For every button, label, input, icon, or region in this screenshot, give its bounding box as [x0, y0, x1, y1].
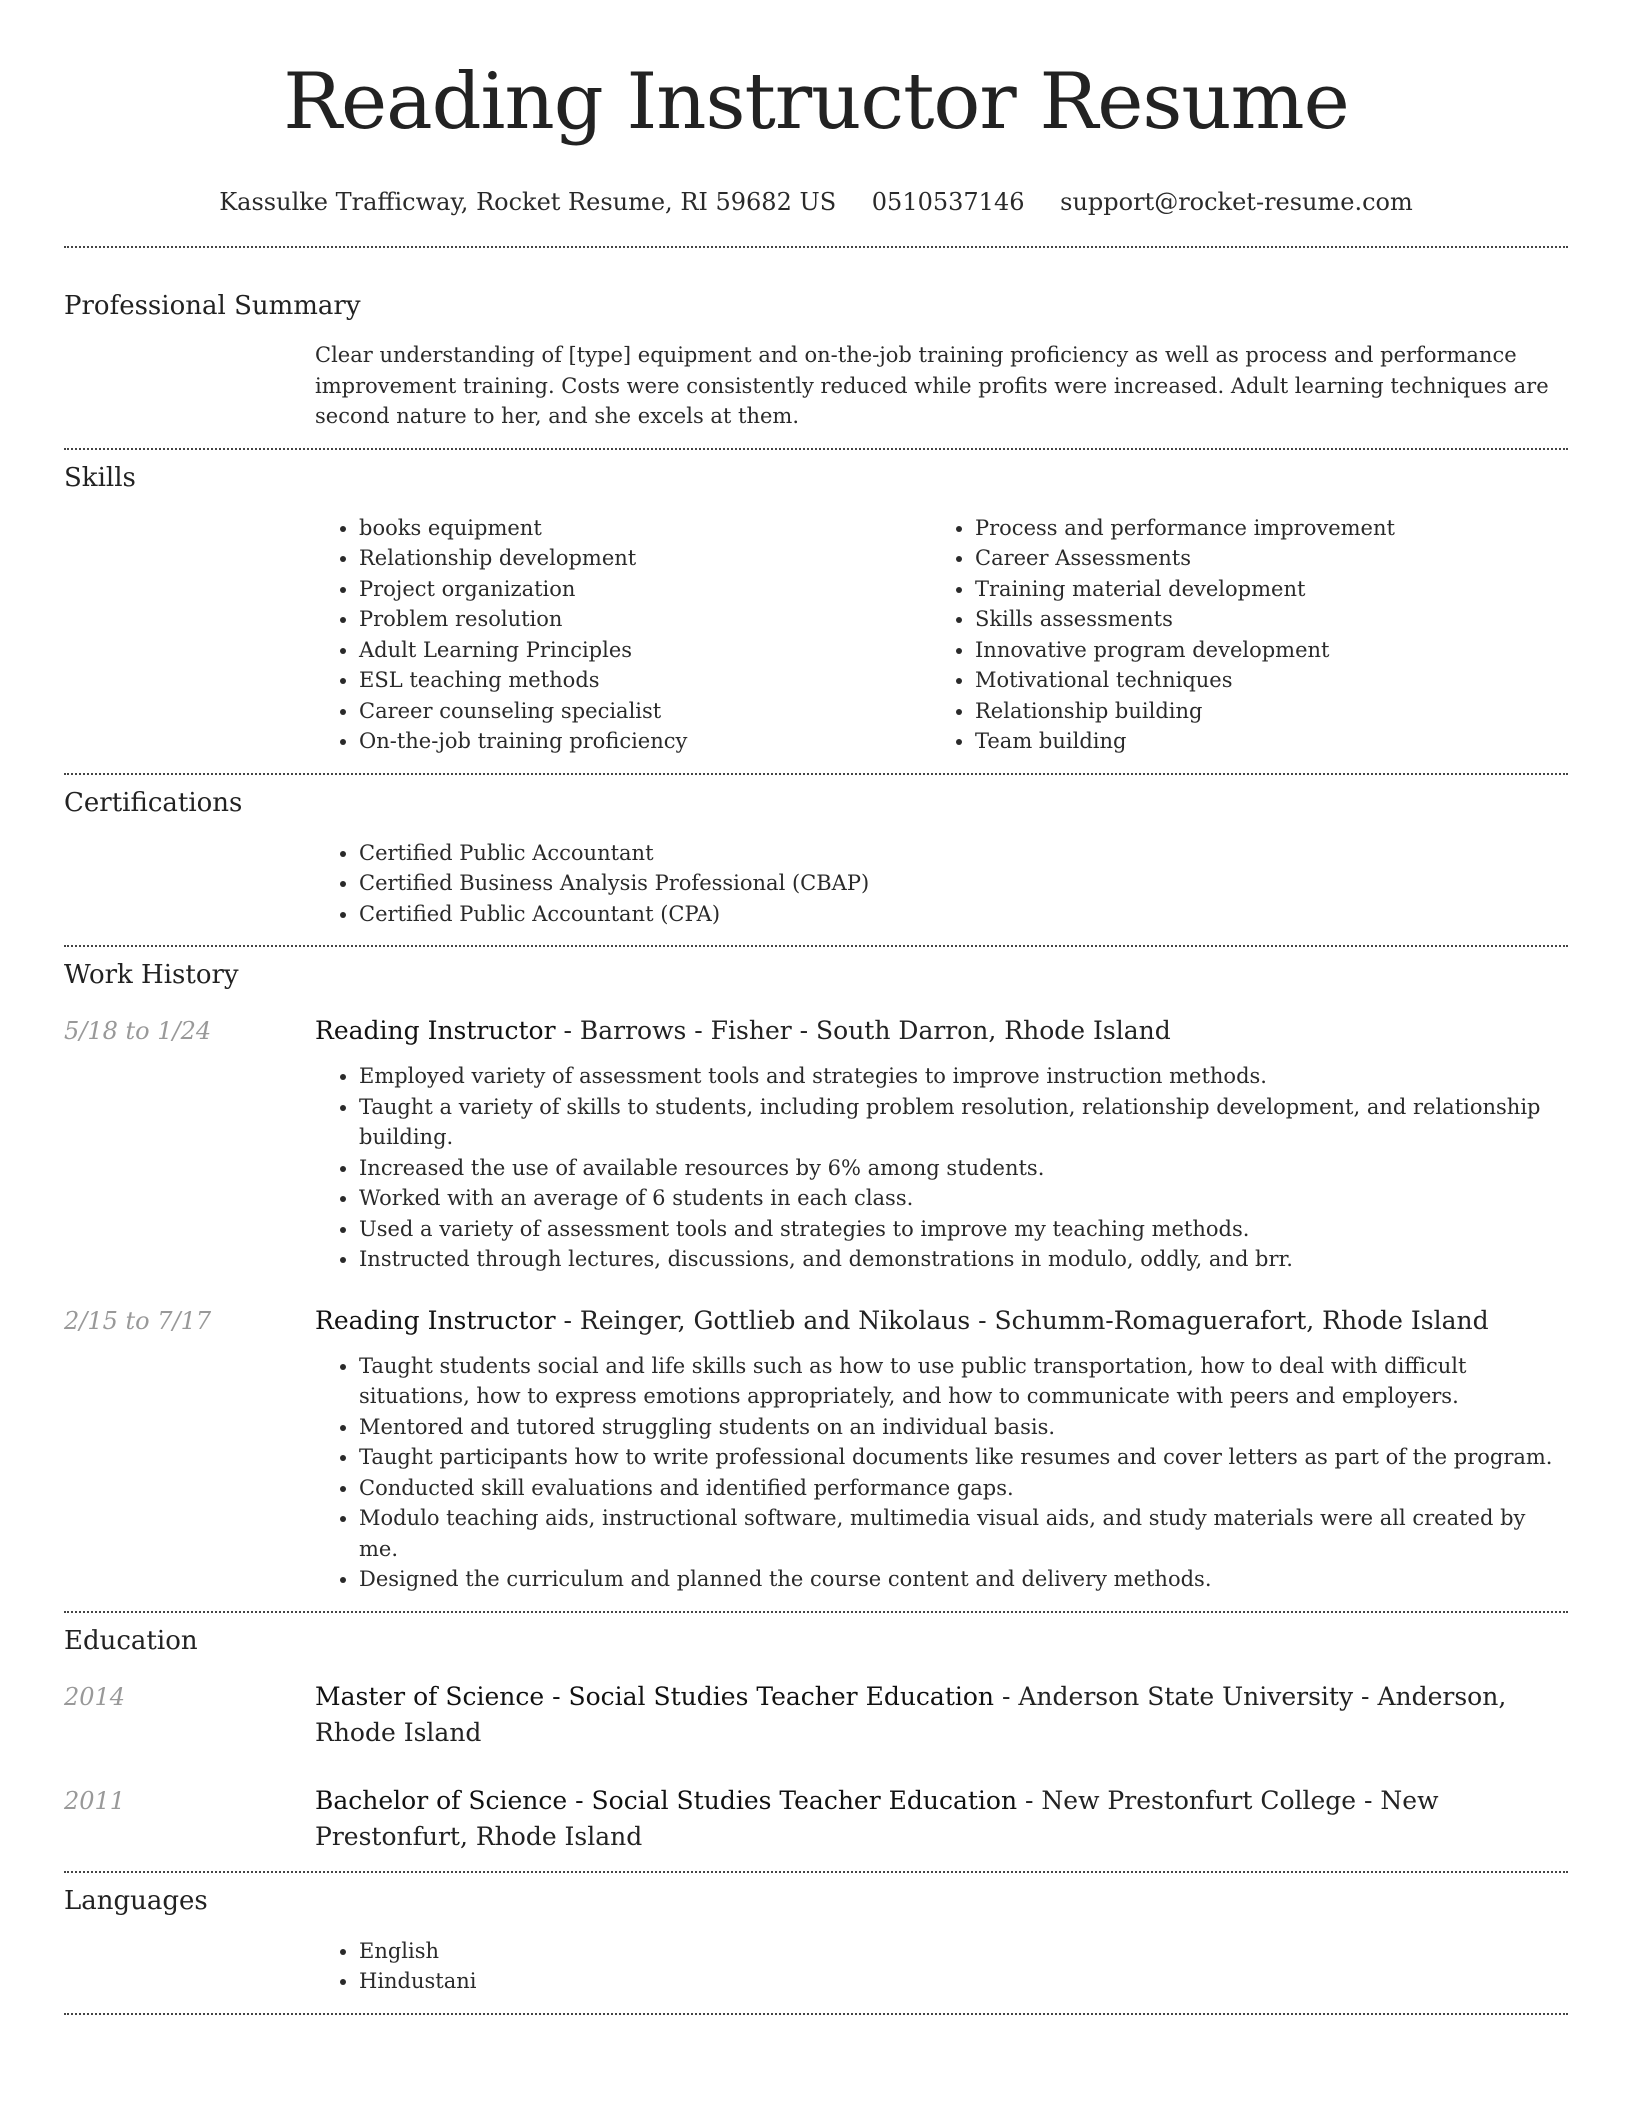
list-item: • Motivational techniques	[975, 665, 1547, 696]
divider	[64, 2013, 1568, 2015]
list-item: • Relationship development	[359, 543, 931, 574]
contact-phone: 0510537146	[871, 188, 1025, 216]
list-item: • books equipment	[359, 513, 931, 544]
list-item: • Training material development	[975, 574, 1547, 605]
list-item: • Increased the use of available resources by 6% among students.	[359, 1153, 1568, 1184]
education-degree: Bachelor of Science - Social Studies Teacher Education	[315, 1785, 1018, 1815]
education-details: - New Prestonfurt College - New Prestonfurt, Rhode Island	[315, 1785, 1439, 1851]
languages-heading: Languages	[64, 1885, 208, 1916]
job-details: - Barrows - Fisher - South Darron, Rhode Island	[555, 1016, 1171, 1045]
summary-heading: Professional Summary	[64, 291, 361, 321]
list-item: • Modulo teaching aids, instructional software, multimedia visual aids, and study materials were all created by me.	[359, 1503, 1568, 1564]
education-year: 2011	[64, 1786, 126, 1815]
list-item: • Innovative program development	[975, 635, 1547, 666]
job-bullets	[315, 1351, 1568, 1595]
job-title	[315, 1303, 1568, 1339]
job-bullets	[315, 1061, 1568, 1275]
list-item: • Career counseling specialist	[359, 696, 931, 727]
list-item: • Used a variety of assessment tools and strategies to improve my teaching methods.	[359, 1214, 1568, 1245]
summary-text: Clear understanding of [type] equipment and on-the-job training proficiency as well as process and performance improvement training. Costs were consistently reduced while profits were increased. Adult learning techniques are second nature to her, and she excels at them.	[315, 343, 1549, 428]
education-details: - Anderson State University - Anderson, Rhode Island	[315, 1681, 1507, 1747]
list-item: • Relationship building	[975, 696, 1547, 727]
list-item: • Certified Business Analysis Professional (CBAP)	[359, 868, 1568, 899]
education-year: 2014	[64, 1682, 126, 1711]
list-item: • Taught participants how to write professional documents like resumes and cover letters as part of the program.	[359, 1442, 1568, 1473]
list-item: • On-the-job training proficiency	[359, 726, 931, 757]
summary-section	[64, 248, 1568, 432]
work-section	[64, 947, 1568, 1595]
list-item: • Team building	[975, 726, 1547, 757]
languages-section	[64, 1873, 1568, 1997]
list-item: • Taught a variety of skills to students, including problem resolution, relationship development, and relationship building.	[359, 1092, 1568, 1153]
job-title	[315, 1013, 1568, 1049]
languages-list	[315, 1936, 1568, 1997]
skills-heading: Skills	[64, 462, 136, 493]
job-entry	[64, 1303, 1568, 1595]
list-item: • Problem resolution	[359, 604, 931, 635]
contact-line	[64, 182, 1568, 222]
certifications-heading: Certifications	[64, 787, 243, 818]
contact-address: Kassulke Trafficway, Rocket Resume, RI 59682 US	[219, 188, 837, 216]
certifications-list	[315, 838, 1568, 930]
education-heading: Education	[64, 1625, 198, 1656]
list-item: • ESL teaching methods	[359, 665, 931, 696]
job-entry	[64, 1013, 1568, 1275]
skills-section	[64, 450, 1568, 757]
job-dates: 2/15 to 7/17	[64, 1306, 212, 1335]
list-item: • Employed variety of assessment tools and strategies to improve instruction methods.	[359, 1061, 1568, 1092]
list-item: • Project organization	[359, 574, 931, 605]
list-item: • Taught students social and life skills such as how to use public transportation, how to deal with difficult situations, how to express emotions appropriately, and how to communicate with peers and employers.	[359, 1351, 1568, 1412]
list-item: • Process and performance improvement	[975, 513, 1547, 544]
list-item: • Adult Learning Principles	[359, 635, 931, 666]
education-entry	[64, 1679, 1568, 1751]
list-item: • Hindustani	[359, 1966, 1568, 1997]
skills-list-left	[315, 513, 931, 757]
list-item: • Mentored and tutored struggling students on an individual basis.	[359, 1412, 1568, 1443]
education-title	[315, 1783, 1568, 1855]
education-degree: Master of Science - Social Studies Teacher Education	[315, 1681, 995, 1711]
contact-email: support@rocket-resume.com	[1060, 188, 1413, 216]
list-item: • Conducted skill evaluations and identified performance gaps.	[359, 1473, 1568, 1504]
list-item: • Skills assessments	[975, 604, 1547, 635]
job-role: Reading Instructor	[315, 1016, 556, 1045]
certifications-section	[64, 775, 1568, 930]
skills-list-right	[931, 513, 1547, 757]
list-item: • Career Assessments	[975, 543, 1547, 574]
job-dates: 5/18 to 1/24	[64, 1017, 212, 1045]
education-section	[64, 1613, 1568, 1855]
list-item: • English	[359, 1936, 1568, 1967]
job-role: Reading Instructor	[315, 1305, 556, 1335]
education-title	[315, 1679, 1568, 1751]
job-details: - Reinger, Gottlieb and Nikolaus - Schumm-Romaguerafort, Rhode Island	[555, 1305, 1489, 1335]
list-item: • Designed the curriculum and planned the course content and delivery methods.	[359, 1564, 1568, 1595]
list-item: • Certified Public Accountant	[359, 838, 1568, 869]
list-item: • Instructed through lectures, discussions, and demonstrations in modulo, oddly, and brr.	[359, 1244, 1568, 1275]
resume-title: Reading Instructor Resume	[283, 57, 1349, 147]
list-item: • Certified Public Accountant (CPA)	[359, 899, 1568, 930]
education-entry	[64, 1783, 1568, 1855]
work-heading: Work History	[64, 960, 239, 990]
list-item: • Worked with an average of 6 students in each class.	[359, 1183, 1568, 1214]
